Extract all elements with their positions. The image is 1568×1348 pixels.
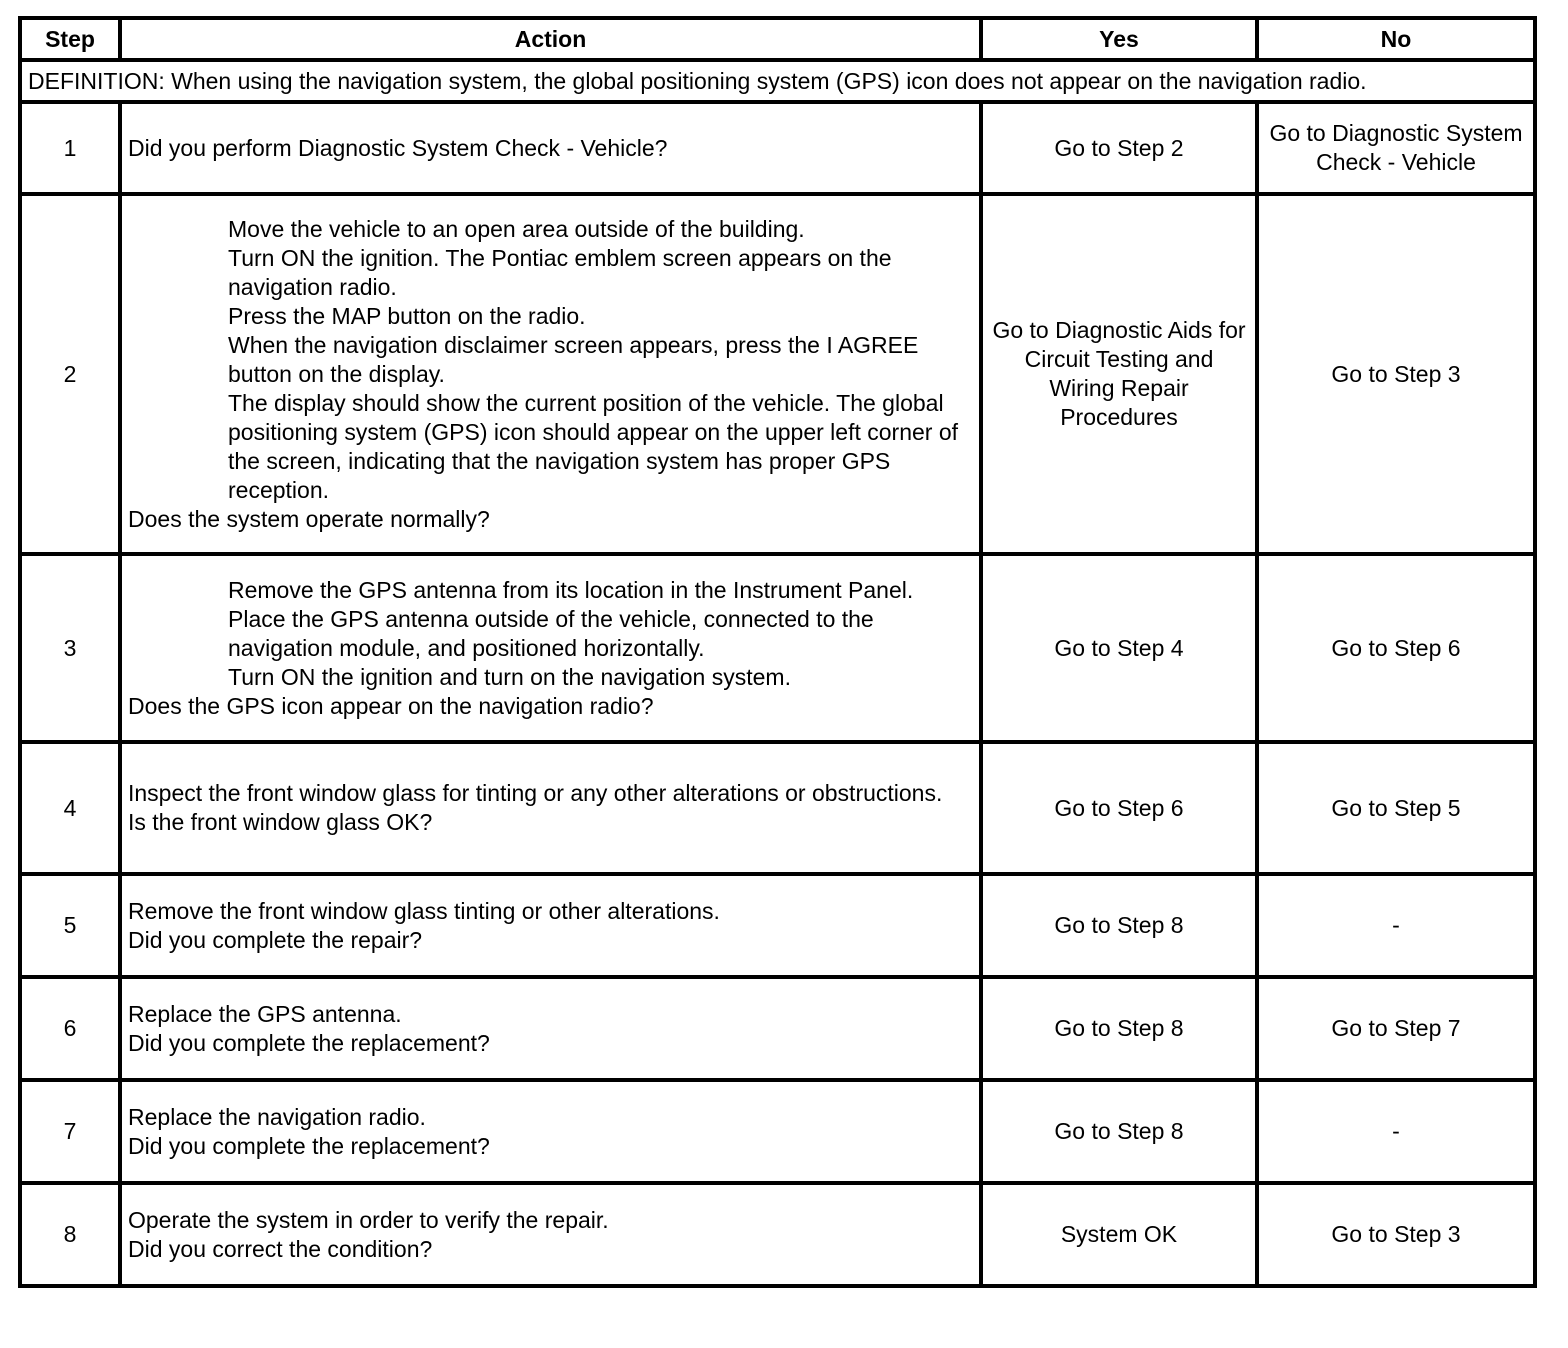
table-row [20,977,1535,1080]
no-cell: Go to Step 3 [1257,1183,1535,1286]
action-instruction: Turn ON the ignition. The Pontiac emblem screen appears on the navigation radio. [228,244,892,300]
yes-cell: Go to Step 8 [981,874,1257,977]
yes-cell: Go to Step 8 [981,977,1257,1080]
action-instruction: Move the vehicle to an open area outside of the building. [228,215,805,242]
no-cell: Go to Step 3 [1257,194,1535,554]
action-cell [120,102,981,194]
yes-cell: Go to Step 2 [981,102,1257,194]
no-cell: Go to Step 5 [1257,742,1535,874]
step-number: 8 [20,1183,120,1286]
action-instruction: Place the GPS antenna outside of the vehicle, connected to the navigation module, and positioned horizontally. [228,605,874,661]
header-row [20,18,1535,60]
action-instruction: Replace the navigation radio. [128,1103,426,1130]
table-row [20,1183,1535,1286]
action-cell [120,194,981,554]
yes-cell: Go to Step 6 [981,742,1257,874]
action-instruction: The display should show the current position of the vehicle. The global positioning system (GPS) icon should appear on the upper left corner of the screen, indicating that the navigation system has proper GPS reception. [228,389,959,503]
action-question: Did you complete the replacement? [128,1132,490,1159]
action-cell [120,1080,981,1183]
step-number: 6 [20,977,120,1080]
action-cell [120,554,981,742]
action-instruction: Inspect the front window glass for tinting or any other alterations or obstructions. [128,780,943,806]
header-no: No [1257,18,1535,60]
action-question: Did you perform Diagnostic System Check - Vehicle? [128,134,668,161]
yes-cell: System OK [981,1183,1257,1286]
header-action: Action [120,18,981,60]
table-row [20,194,1535,554]
action-cell [120,1183,981,1286]
no-cell: Go to Diagnostic System Check - Vehicle [1257,102,1535,194]
no-cell: Go to Step 6 [1257,554,1535,742]
action-question: Does the GPS icon appear on the navigation radio? [128,692,654,719]
step-number: 1 [20,102,120,194]
header-yes: Yes [981,18,1257,60]
action-question: Does the system operate normally? [128,505,490,532]
table-row [20,102,1535,194]
step-number: 2 [20,194,120,554]
action-instruction: Replace the GPS antenna. [128,1000,402,1027]
action-cell [120,874,981,977]
table-row [20,1080,1535,1183]
action-instruction: Turn ON the ignition and turn on the navigation system. [228,663,791,690]
yes-cell: Go to Step 4 [981,554,1257,742]
step-number: 4 [20,742,120,874]
diagnostic-table [18,16,1537,1288]
no-cell: - [1257,1080,1535,1183]
step-number: 5 [20,874,120,977]
action-question: Did you complete the replacement? [128,1029,490,1056]
action-instruction: Remove the front window glass tinting or other alterations. [128,897,720,924]
header-step: Step [20,18,120,60]
action-instruction: When the navigation disclaimer screen appears, press the I AGREE button on the display. [228,331,919,387]
no-cell: - [1257,874,1535,977]
table-row [20,742,1535,874]
action-question: Did you correct the condition? [128,1235,433,1262]
action-instruction: Remove the GPS antenna from its location in the Instrument Panel. [228,576,914,603]
action-question: Did you complete the repair? [128,926,423,953]
action-cell [120,742,981,874]
action-question: Is the front window glass OK? [128,809,433,835]
table-row [20,874,1535,977]
definition-text: DEFINITION: When using the navigation system, the global positioning system (GPS) icon does not appear on the navigation radio. [20,60,1535,102]
yes-cell: Go to Step 8 [981,1080,1257,1183]
table-row [20,554,1535,742]
step-number: 7 [20,1080,120,1183]
step-number: 3 [20,554,120,742]
yes-cell: Go to Diagnostic Aids for Circuit Testing and Wiring Repair Procedures [981,194,1257,554]
definition-row [20,60,1535,102]
action-cell [120,977,981,1080]
action-instruction: Operate the system in order to verify the repair. [128,1206,609,1233]
action-instruction: Press the MAP button on the radio. [228,302,586,329]
no-cell: Go to Step 7 [1257,977,1535,1080]
